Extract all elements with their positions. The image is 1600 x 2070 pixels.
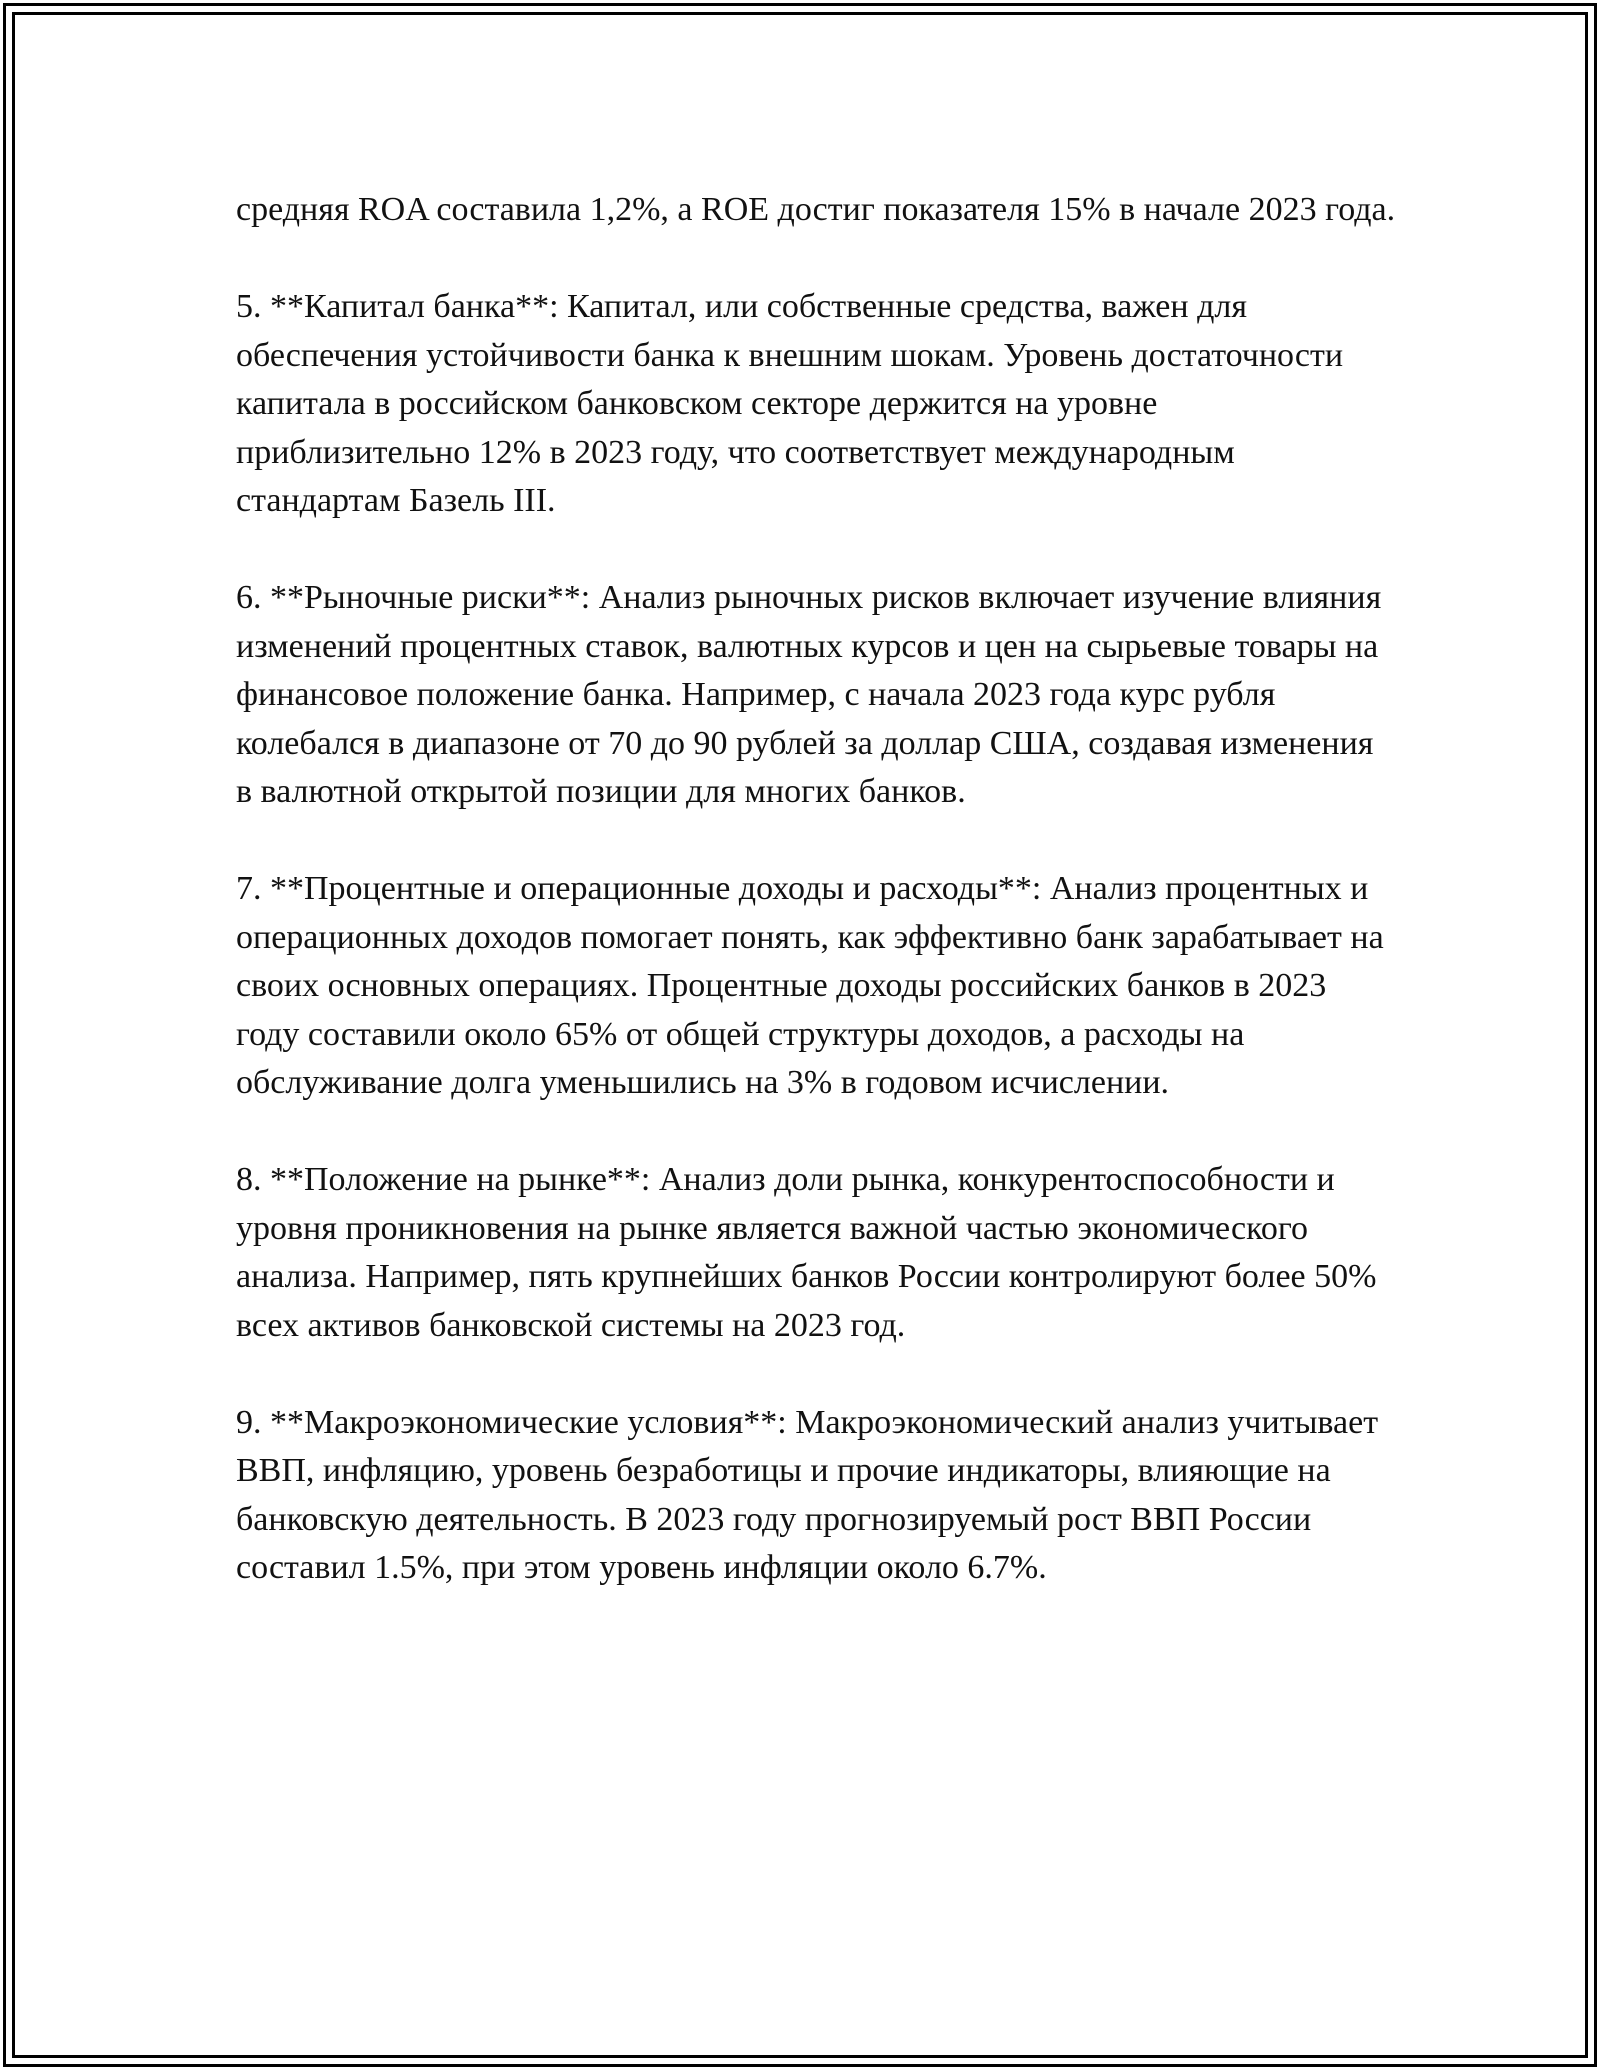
paragraph-income-expenses: 7. **Процентные и операционные доходы и расходы**: Анализ процентных и операционных доходов помогает понять, как эффективно банк зарабатывает на своих основных операциях. Процентные доходы российских банков в 2023 году составили около 65% от общей структуры доходов, а расходы на обслуживание долга уменьшились на 3% в годовом исчислении. [236,870,1384,1101]
paragraph-market-risks: 6. **Рыночные риски**: Анализ рыночных рисков включает изучение влияния изменений процентных ставок, валютных курсов и цен на сырьевые товары на финансовое положение банка. Например, с начала 2023 года курс рубля колебался в диапазоне от 70 до 90 рублей за доллар США, создавая изменения в валютной открытой позиции для многих банков. [236,579,1382,810]
paragraph-roa-roe: средняя ROA составила 1,2%, а ROE достиг показателя 15% в начале 2023 года. [236,191,1396,228]
paragraph-bank-capital: 5. **Капитал банка**: Капитал, или собственные средства, важен для обеспечения устойчивости банка к внешним шокам. Уровень достаточности капитала в российском банковском секторе держится на уровне приблизительно 12% в 2023 году, что соответствует международным стандартам Базель III. [236,288,1344,519]
document-body [236,186,1396,1593]
paragraph-macro-conditions: 9. **Макроэкономические условия**: Макроэкономический анализ учитывает ВВП, инфляцию, уровень безработицы и прочие индикаторы, влияющие на банковскую деятельность. В 2023 году прогнозируемый рост ВВП России составил 1.5%, при этом уровень инфляции около 6.7%. [236,1403,1379,1586]
paragraph-market-position: 8. **Положение на рынке**: Анализ доли рынка, конкурентоспособности и уровня проникновения на рынке является важной частью экономического анализа. Например, пять крупнейших банков России контролируют более 50% всех активов банковской системы на 2023 год. [236,1161,1377,1344]
